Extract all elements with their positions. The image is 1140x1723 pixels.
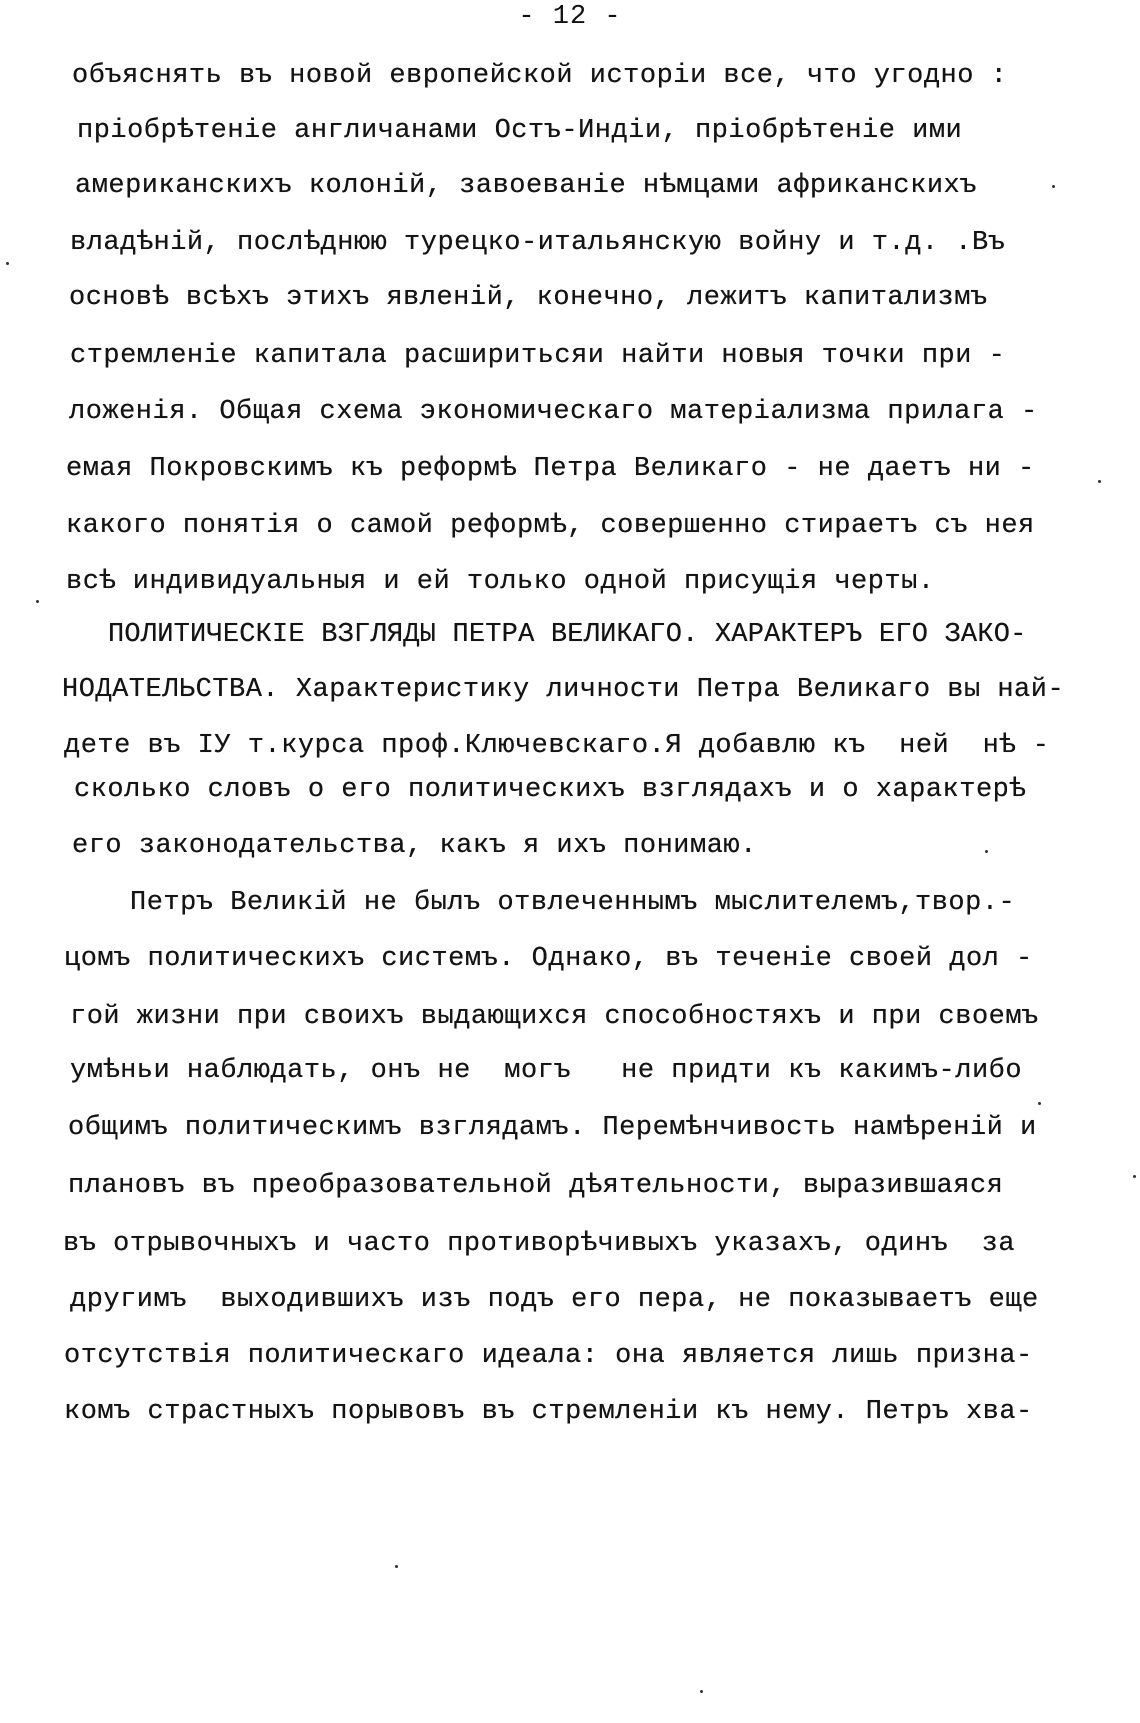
text-line-22: въ отрывочныхъ и часто противорѣчивыхъ указахъ, одинъ за bbox=[63, 1229, 1016, 1259]
scan-speck bbox=[1133, 1175, 1136, 1178]
text-line-15: его законодательства, какъ я ихъ понимаю. bbox=[72, 831, 757, 861]
scan-speck bbox=[1098, 480, 1101, 483]
text-line-18: гой жизни при своихъ выдающихся способностяхъ и при своемъ bbox=[70, 1002, 1039, 1032]
text-line-23: другимъ выходившихъ изъ подъ его пера, не показываетъ еще bbox=[70, 1285, 1039, 1315]
section-heading-line-1: ПОЛИТИЧЕСКIЕ ВЗГЛЯДЫ ПЕТРА ВЕЛИКАГО. ХАРАКТЕРЪ ЕГО ЗАКО- bbox=[108, 620, 1027, 650]
text-line-2: прiобрѣтенiе англичанами Остъ-Индiи, прiобрѣтенiе ими bbox=[77, 116, 963, 146]
text-line-8: емая Покровскимъ къ реформѣ Петра Великаго - не даетъ ни - bbox=[66, 454, 1035, 484]
text-line-1: объяснять въ новой европейской исторiи все, что угодно : bbox=[72, 61, 1008, 91]
text-line-9: какого понятiя о самой реформѣ, совершенно стираетъ съ нея bbox=[66, 511, 1035, 541]
text-line-14: сколько словъ о его политическихъ взглядахъ и о характерѣ bbox=[74, 775, 1027, 805]
text-line-19: умѣньи наблюдать, онъ не могъ не придти къ какимъ-либо bbox=[70, 1056, 1023, 1086]
text-line-12: НОДАТЕЛЬСТВА. Характеристику личности Петра Великаго вы най- bbox=[62, 675, 1065, 705]
page-number: - 12 - bbox=[518, 2, 622, 32]
scan-speck bbox=[1038, 1102, 1041, 1105]
text-line-20: общимъ политическимъ взглядамъ. Перемѣнчивость намѣренiй и bbox=[68, 1113, 1037, 1143]
scan-speck bbox=[700, 1690, 703, 1693]
scan-speck bbox=[36, 600, 39, 603]
scan-speck bbox=[395, 1565, 398, 1568]
scan-speck bbox=[985, 850, 988, 853]
text-line-25: комъ страстныхъ порывовъ въ стремленiи къ нему. Петръ хва- bbox=[64, 1397, 1033, 1427]
text-line-13: дете въ IУ т.курса проф.Ключевскаго.Я добавлю къ ней нѣ - bbox=[64, 731, 1050, 761]
text-line-21: плановъ въ преобразовательной дѣятельности, выразившаяся bbox=[68, 1171, 1004, 1201]
text-line-5: основѣ всѣхъ этихъ явленiй, конечно, лежитъ капитализмъ bbox=[69, 283, 988, 313]
text-line-7: ложенiя. Общая схема экономическаго матерiализма прилага - bbox=[69, 397, 1038, 427]
text-line-6: стремленiе капитала расширитьсяи найти новыя точки при - bbox=[70, 341, 1006, 371]
text-line-4: владѣнiй, послѣднюю турецко-итальянскую войну и т.д. .Въ bbox=[70, 228, 1006, 258]
text-line-3: американскихъ колонiй, завоеванiе нѣмцами африканскихъ bbox=[75, 171, 977, 201]
scan-speck bbox=[6, 262, 9, 265]
scan-speck bbox=[1052, 185, 1055, 188]
text-line-24: отсутствiя политическаго идеала: она является лишь призна- bbox=[64, 1341, 1033, 1371]
text-line-17: цомъ политическихъ системъ. Однако, въ теченiе своей дол - bbox=[64, 944, 1033, 974]
text-line-10: всѣ индивидуальныя и ей только одной присущiя черты. bbox=[66, 567, 935, 597]
text-line-16: Петръ Великiй не былъ отвлеченнымъ мыслителемъ,твор.- bbox=[130, 888, 1016, 918]
